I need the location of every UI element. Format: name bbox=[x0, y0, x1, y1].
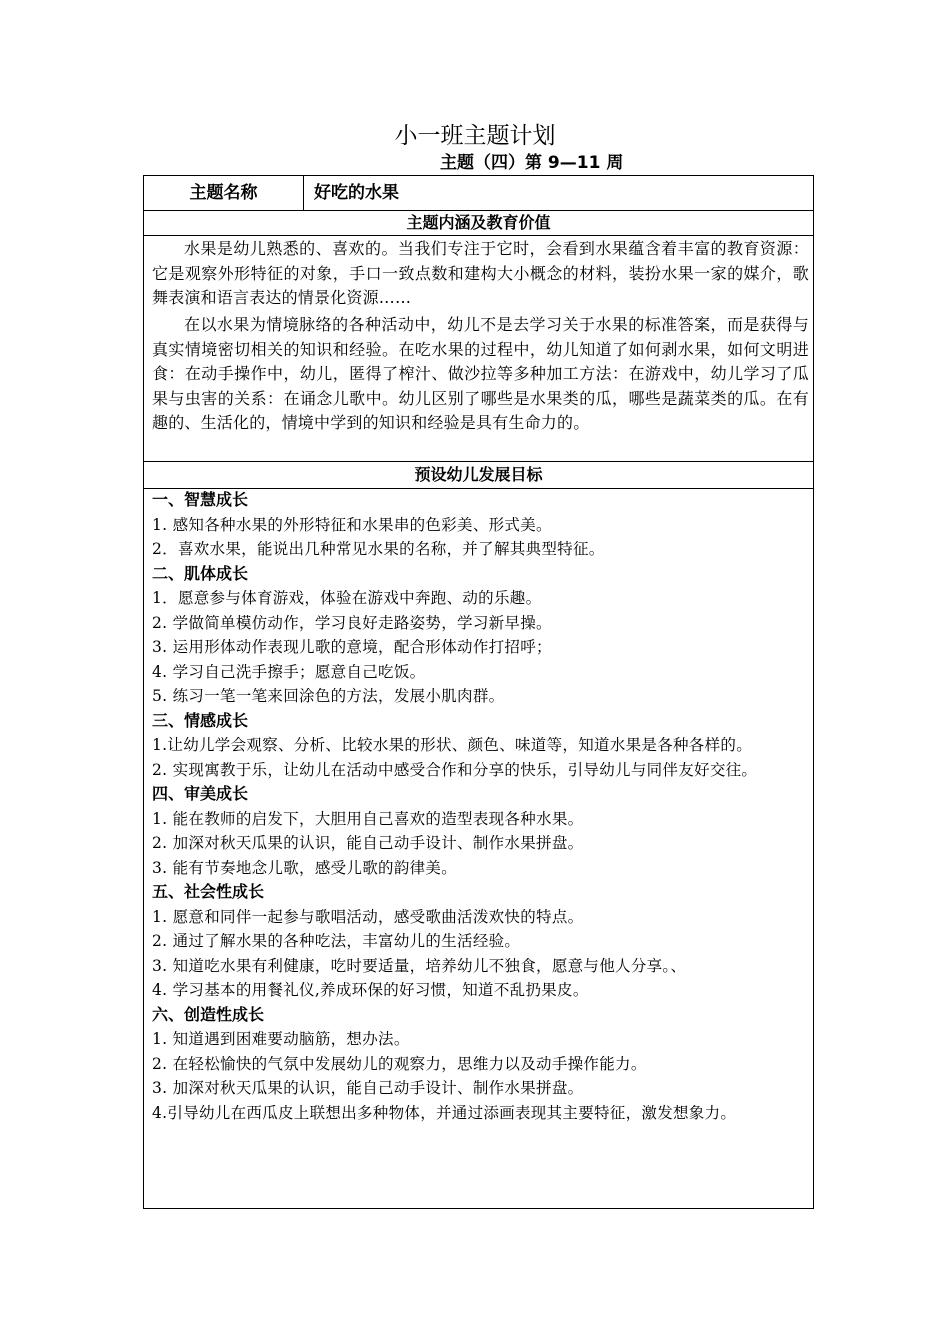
goal-item: 3. 知道吃水果有利健康，吃时要适量，培养幼儿不独食，愿意与他人分享。、 bbox=[152, 956, 687, 975]
goals-heading: 预设幼儿发展目标 bbox=[414, 465, 543, 484]
goal-item: 3. 能有节奏地念儿歌，感受儿歌的韵律美。 bbox=[152, 858, 458, 877]
theme-name-value: 好吃的水果 bbox=[314, 183, 399, 203]
goal-item: 4.引导幼儿在西瓜皮上联想出多种物体，并通过添画表现其主要特征，激发想象力。 bbox=[152, 1103, 737, 1122]
goal-item: 1. 感知各种水果的外形特征和水果串的色彩美、形式美。 bbox=[152, 515, 552, 534]
goal-item: 2. 通过了解水果的各种吃法，丰富幼儿的生活经验。 bbox=[152, 932, 521, 950]
goal-section-title: 五、社会性成长 bbox=[152, 882, 265, 901]
goal-item: 2．喜欢水果，能说出几种常见水果的名称，并了解其典型特征。 bbox=[152, 540, 605, 558]
goal-item: 1. 知道遇到困难要动脑筋，想办法。 bbox=[152, 1030, 410, 1048]
goal-item: 3. 加深对秋天瓜果的认识，能自己动手设计、制作水果拼盘。 bbox=[152, 1079, 584, 1097]
goal-item: 1. 愿意和同伴一起参与歌唱活动，感受歌曲活泼欢快的特点。 bbox=[152, 907, 584, 926]
goal-item: 1．愿意参与体育游戏，体验在游戏中奔跑、动的乐趣。 bbox=[152, 589, 542, 607]
column-divider bbox=[303, 176, 304, 210]
page-subtitle: 主题（四）第 9—11 周 bbox=[440, 153, 624, 173]
connotation-paragraph: 水果是幼儿熟悉的、喜欢的。当我们专注于它时，会看到水果蕴含着丰富的教育资源：它是观察外形特征的对象，手口一致点数和建构大小概念的材料，装扮水果一家的媒介，歌舞表演和语言表达的情景化资源…… bbox=[152, 239, 809, 307]
goal-item: 2. 在轻松愉快的气氛中发展幼儿的观察力，思维力以及动手操作能力。 bbox=[152, 1054, 647, 1073]
theme-name-label: 主题名称 bbox=[189, 183, 258, 203]
goal-item: 1. 能在教师的启发下，大胆用自己喜欢的造型表现各种水果。 bbox=[152, 809, 584, 828]
goal-section-title: 二、肌体成长 bbox=[152, 563, 249, 583]
plan-table bbox=[143, 175, 814, 1209]
goal-item: 1.让幼儿学会观察、分析、比较水果的形状、颜色、味道等，知道水果是各种各样的。 bbox=[152, 736, 752, 754]
goal-item: 2. 实现寓教于乐，让幼儿在活动中感受合作和分享的快乐，引导幼儿与同伴友好交往。 bbox=[152, 760, 758, 779]
goal-item: 2. 学做简单模仿动作，学习良好走路姿势，学习新早操。 bbox=[152, 613, 552, 632]
goal-item: 5. 练习一笔一笔来回涂色的方法，发展小肌肉群。 bbox=[152, 687, 505, 705]
goals-list bbox=[152, 488, 809, 1125]
connotation-paragraph: 在以水果为情境脉络的各种活动中，幼儿不是去学习关于水果的标准答案，而是获得与真实情境密切相关的知识和经验。在吃水果的过程中，幼儿知道了如何剥水果，如何文明进食：在动手操作中，幼儿，匿得了榨汁、做沙拉等多种加工方法：在游戏中，幼儿学习了瓜果与虫害的关系：在诵念儿歌中。幼儿区别了哪些是水果类的瓜，哪些是蔬菜类的瓜。在有趣的、生活化的，情境中学到的知识和经验是具有生命力的。 bbox=[152, 315, 809, 432]
goal-section-title: 三、情感成长 bbox=[152, 710, 249, 730]
connotation-heading: 主题内涵及教育价值 bbox=[406, 213, 551, 232]
goal-item: 2. 加深对秋天瓜果的认识，能自己动手设计、制作水果拼盘。 bbox=[152, 834, 584, 852]
goal-section-title: 四、审美成长 bbox=[152, 784, 249, 803]
page-title: 小一班主题计划 bbox=[394, 123, 556, 149]
goal-item: 3. 运用形体动作表现儿歌的意境，配合形体动作打招呼； bbox=[152, 638, 552, 656]
goal-section-title: 一、智慧成长 bbox=[152, 490, 249, 509]
goal-section-title: 六、创造性成长 bbox=[152, 1004, 265, 1024]
goal-item: 4. 学习自己洗手擦手；愿意自己吃饭。 bbox=[152, 662, 426, 681]
row-divider bbox=[144, 235, 813, 236]
goal-item: 4. 学习基本的用餐礼仪,养成环保的好习惯，知道不乱扔果皮。 bbox=[152, 981, 589, 999]
